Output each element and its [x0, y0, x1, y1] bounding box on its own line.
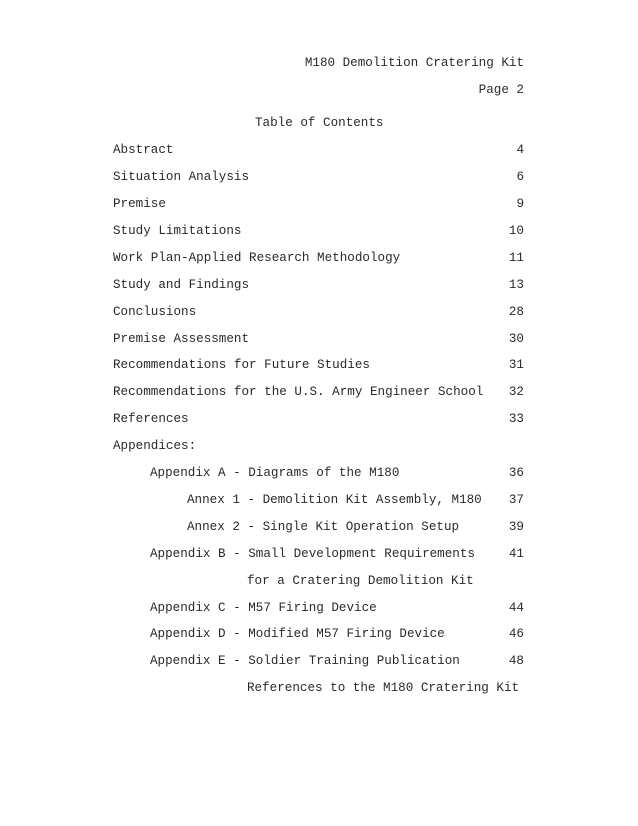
toc-entry-appendix-a: Appendix A - Diagrams of the M180 — [150, 466, 400, 480]
toc-entry-study-limitations: Study Limitations — [113, 224, 242, 238]
toc-entry-appendix-b: Appendix B - Small Development Requirements — [150, 547, 475, 561]
toc-page-number: 30 — [508, 332, 524, 346]
toc-entry-appendix-d: Appendix D - Modified M57 Firing Device — [150, 627, 445, 641]
toc-entry-recommendations-engineer-school: Recommendations for the U.S. Army Engineer School — [113, 385, 484, 399]
toc-entry-study-and-findings: Study and Findings — [113, 278, 250, 292]
toc-entry-premise-assessment: Premise Assessment — [113, 332, 250, 346]
toc-entry-appendix-e-continued: References to the M180 Cratering Kit — [247, 681, 520, 695]
toc-entry-annex-1: Annex 1 - Demolition Kit Assembly, M180 — [187, 493, 482, 507]
toc-page-number: 44 — [508, 601, 524, 615]
toc-entry-situation-analysis: Situation Analysis — [113, 170, 250, 184]
toc-page-number: 36 — [508, 466, 524, 480]
page-number: Page 2 — [478, 83, 524, 97]
toc-page-number: 9 — [516, 197, 524, 211]
toc-heading: Table of Contents — [255, 116, 384, 130]
toc-page-number: 31 — [508, 358, 524, 372]
toc-page-number: 32 — [508, 385, 524, 399]
toc-entry-recommendations-future: Recommendations for Future Studies — [113, 358, 370, 372]
toc-page-number: 4 — [516, 143, 524, 157]
toc-entry-references: References — [113, 412, 189, 426]
toc-entry-conclusions: Conclusions — [113, 305, 197, 319]
toc-page-number: 39 — [508, 520, 524, 534]
toc-entry-appendix-e: Appendix E - Soldier Training Publication — [150, 654, 460, 668]
toc-page-number: 37 — [508, 493, 524, 507]
toc-entry-appendix-c: Appendix C - M57 Firing Device — [150, 601, 377, 615]
toc-entry-appendices: Appendices: — [113, 439, 197, 453]
toc-page-number: 11 — [508, 251, 524, 265]
toc-page-number: 13 — [508, 278, 524, 292]
toc-page-number: 28 — [508, 305, 524, 319]
toc-page-number: 10 — [508, 224, 524, 238]
running-header-title: M180 Demolition Cratering Kit — [304, 56, 524, 70]
toc-page-number: 41 — [508, 547, 524, 561]
toc-entry-premise: Premise — [113, 197, 166, 211]
toc-entry-annex-2: Annex 2 - Single Kit Operation Setup — [187, 520, 460, 534]
toc-page-number: 6 — [516, 170, 524, 184]
toc-entry-work-plan: Work Plan-Applied Research Methodology — [113, 251, 401, 265]
toc-page-number: 33 — [508, 412, 524, 426]
toc-page-number: 48 — [508, 654, 524, 668]
toc-page-number: 46 — [508, 627, 524, 641]
toc-entry-appendix-b-continued: for a Cratering Demolition Kit — [247, 574, 474, 588]
toc-entry-abstract: Abstract — [113, 143, 174, 157]
